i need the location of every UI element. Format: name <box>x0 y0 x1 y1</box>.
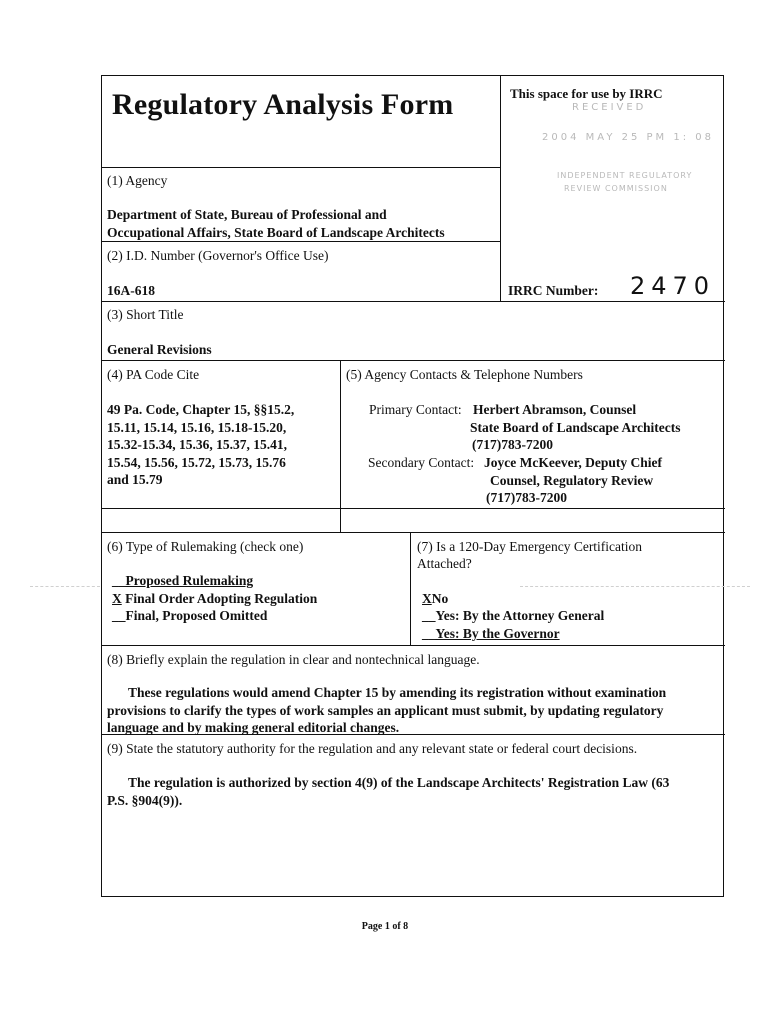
divider-rulemaking-emergency <box>410 532 411 645</box>
rulemaking-option-final-omitted-text: Final, Proposed Omitted <box>125 608 268 623</box>
rulemaking-option-final-order-mark: X <box>112 590 122 606</box>
form-title: Regulatory Analysis Form <box>112 88 454 121</box>
emergency-option-governor-text: Yes: By the Governor <box>435 625 560 641</box>
explain-line-1: These regulations would amend Chapter 15 by amending its registration without examination <box>128 685 667 700</box>
id-number-label: (2) I.D. Number (Governor's Office Use) <box>107 248 329 263</box>
divider-shorttitle-pacode <box>102 360 725 361</box>
pa-code-line-5: and 15.79 <box>107 472 163 487</box>
primary-contact-phone: (717)783-7200 <box>472 437 553 452</box>
divider-title-agency <box>102 167 500 168</box>
emergency-option-attorney-general-text: Yes: By the Attorney General <box>435 608 605 623</box>
divider-contacts-blank <box>102 508 725 509</box>
scan-artifact-line-right <box>520 586 750 587</box>
secondary-contact-phone: (717)783-7200 <box>486 490 567 505</box>
emergency-option-no-mark: X <box>422 590 432 606</box>
rulemaking-option-proposed <box>112 572 253 590</box>
pa-code-line-4: 15.54, 15.56, 15.72, 15.73, 15.76 <box>107 454 286 470</box>
irrc-received-stamp-line-3: INDEPENDENT REGULATORY <box>557 171 693 180</box>
secondary-contact-label: Secondary Contact: <box>368 455 475 470</box>
page-number: Page 1 of 8 <box>361 921 409 932</box>
pa-code-label: (4) PA Code Cite <box>107 367 200 382</box>
rulemaking-option-proposed-text: Proposed Rulemaking <box>125 573 254 588</box>
emergency-option-attorney-general-mark: __ <box>422 608 436 623</box>
emergency-option-governor-mark: __ <box>422 625 436 641</box>
irrc-space-label: This space for use by IRRC <box>510 86 663 101</box>
divider-blank-rulemaking <box>102 532 725 533</box>
rulemaking-option-final-order <box>112 590 317 608</box>
pa-code-line-2: 15.11, 15.14, 15.16, 15.18-15.20, <box>107 419 287 435</box>
primary-contact-name: Herbert Abramson, Counsel <box>473 402 637 417</box>
short-title-value: General Revisions <box>107 342 212 357</box>
emergency-option-no-text: No <box>431 590 449 606</box>
divider-id-shorttitle <box>102 301 725 302</box>
pa-code-line-3: 15.32-15.34, 15.36, 15.37, 15.41, <box>107 437 287 452</box>
irrc-number-label: IRRC Number: <box>508 283 599 298</box>
contacts-label: (5) Agency Contacts & Telephone Numbers <box>346 367 583 382</box>
emergency-option-no <box>422 590 448 608</box>
emergency-option-governor <box>422 625 560 643</box>
emergency-label-line-2: Attached? <box>417 556 472 571</box>
rulemaking-option-final-omitted <box>112 607 267 625</box>
primary-contact-org: State Board of Landscape Architects <box>470 419 681 435</box>
secondary-contact-title: Counsel, Regulatory Review <box>490 472 654 488</box>
irrc-received-stamp-line-1: RECEIVED <box>572 102 647 113</box>
irrc-received-stamp-line-4: REVIEW COMMISSION <box>564 184 668 193</box>
divider-title-irrc <box>500 76 501 301</box>
rulemaking-label: (6) Type of Rulemaking (check one) <box>107 539 304 554</box>
authority-line-1: The regulation is authorized by section 4(9) of the Landscape Architects' Registration Law (63 <box>128 775 670 790</box>
divider-rulemaking-explain <box>102 645 725 646</box>
rulemaking-option-final-order-text: Final Order Adopting Regulation <box>125 590 318 606</box>
id-number-value: 16A-618 <box>107 283 155 298</box>
pa-code-line-1: 49 Pa. Code, Chapter 15, §§15.2, <box>107 402 295 417</box>
agency-name-line-1: Department of State, Bureau of Professional and <box>107 207 387 222</box>
agency-name-line-2: Occupational Affairs, State Board of Landscape Architects <box>107 225 445 240</box>
scan-artifact-line-left <box>30 586 100 587</box>
explain-line-2: provisions to clarify the types of work samples an applicant must submit, by updating regulatory <box>107 702 664 718</box>
short-title-label: (3) Short Title <box>107 307 184 322</box>
regulatory-analysis-form <box>101 75 724 897</box>
divider-pacode-contacts <box>340 360 341 532</box>
explain-line-3: language and by making general editorial changes. <box>107 720 400 735</box>
emergency-option-attorney-general <box>422 607 604 625</box>
authority-label: (9) State the statutory authority for the regulation and any relevant state or federal court decisions. <box>107 741 638 756</box>
primary-contact-label: Primary Contact: <box>369 402 462 417</box>
rulemaking-option-final-omitted-mark: __ <box>112 608 126 623</box>
irrc-number-value: 2470 <box>630 272 716 300</box>
agency-label: (1) Agency <box>107 173 168 188</box>
explain-label: (8) Briefly explain the regulation in clear and nontechnical language. <box>107 652 480 667</box>
authority-line-2: P.S. §904(9)). <box>107 792 183 808</box>
irrc-received-stamp-line-2: 2004 MAY 25 PM 1: 08 <box>542 132 714 143</box>
secondary-contact-name: Joyce McKeever, Deputy Chief <box>484 455 662 470</box>
rulemaking-option-proposed-mark: __ <box>112 573 126 588</box>
emergency-label-line-1: (7) Is a 120-Day Emergency Certification <box>417 539 643 554</box>
